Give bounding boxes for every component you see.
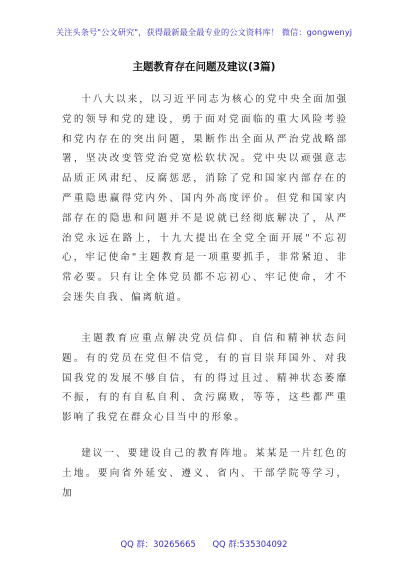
paragraph-2 <box>62 329 348 428</box>
footer-qq-group-2: QQ 群:535304092 <box>212 539 288 549</box>
footer-qq-group-1: QQ 群：30265665 <box>120 539 196 549</box>
paragraph-3 <box>62 444 348 503</box>
paragraph-text: 主题教育应重点解决党员信仰、自信和精神状态问题。有的党员在党但不信党，有的盲目崇拜国外、对我国我党的发展不够自信，有的得过且过、精神状态萎靡不振，有的有自私自利、贪污腐败，等等，这些都严重影响了我党在群众心目当中的形象。 <box>62 333 348 424</box>
document-title: 主题教育存在问题及建议(3篇) <box>132 61 276 73</box>
footer-qq-groups <box>0 538 408 550</box>
paragraph-text: 建议一、要建设自己的教育阵地。某某是一片红色的土地。要向省外延安、遵义、省内、干部学院等学习，加 <box>62 448 348 499</box>
header-promo-note: 关注头条号"公文研究"，获得最新最全最专业的公文资料库！ 微信：gongwenyj <box>55 27 353 37</box>
paragraph-1 <box>62 90 348 308</box>
paragraph-text: 十八大以来，以习近平同志为核心的党中央全面加强党的领导和党的建设，勇于面对党面临的重大风险考验和党内存在的突出问题，果断作出全面从严治党战略部署，坚决改变管党治党宽松软状况。党中央以顽强意志品质正风肃纪、反腐惩恶，消除了党和国家内部存在的严重隐患赢得党内外、国内外高度评价。但党和国家内部存在的隐患和问题并不是说就已经彻底解决了，从严治党永远在路上，十九大提出在全党全面开展"不忘初心，牢记使命"主题教育是一项重要抓手，非常紧迫、非常必要。只有让全体党员都不忘初心、牢记使命，才不会迷失自我、偏离航道。 <box>62 94 348 303</box>
